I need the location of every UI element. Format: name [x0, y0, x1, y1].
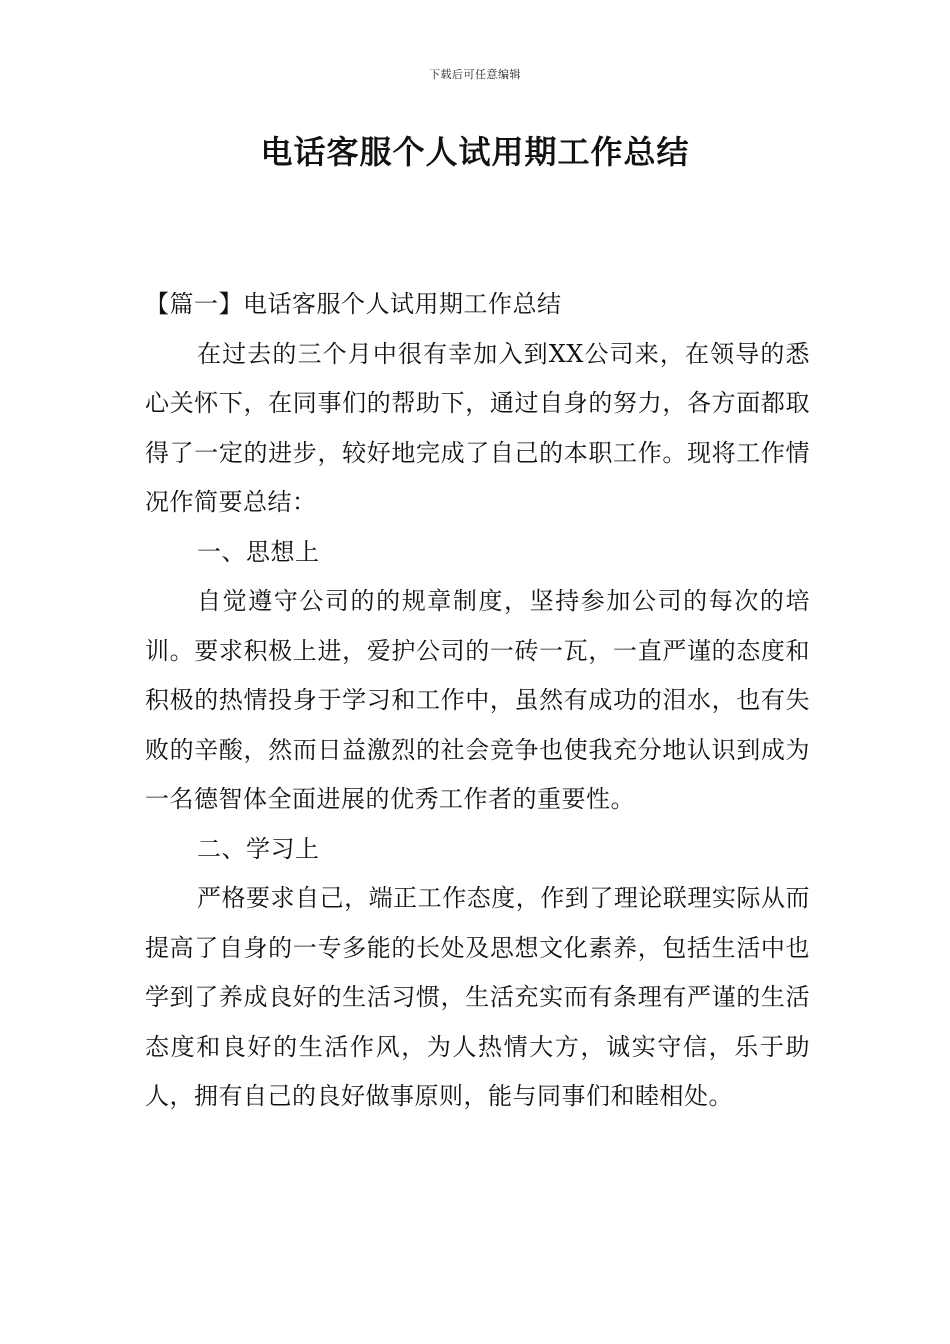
subheading-study: 二、学习上 — [197, 834, 320, 863]
paragraph-study: 严格要求自己，端正工作态度，作到了理论联理实际从而提高了自身的一专多能的长处及思想文化素养，包括生活中也学到了养成良好的生活习惯，生活充实而有条理有严谨的生活态度和良好的生活作风，为人热情大方，诚实守信，乐于助人，拥有自己的良好做事原则，能与同事们和睦相处。 — [145, 884, 810, 1110]
paragraph-thought: 自觉遵守公司的的规章制度，坚持参加公司的每次的培训。要求积极上进，爱护公司的一砖一瓦，一直严谨的态度和积极的热情投身于学习和工作中，虽然有成功的泪水，也有失败的辛酸，然而日益激烈的社会竞争也使我充分地认识到成为一名德智体全面进展的优秀工作者的重要性。 — [145, 587, 810, 813]
header-note: 下载后可任意编辑 — [429, 68, 521, 81]
document-body — [145, 280, 810, 1122]
page-title: 电话客服个人试用期工作总结 — [260, 133, 690, 171]
subheading-thought: 一、思想上 — [197, 537, 320, 566]
section-heading: 【篇一】电话客服个人试用期工作总结 — [145, 290, 562, 318]
paragraph-intro: 在过去的三个月中很有幸加入到XX公司来，在领导的悉心关怀下，在同事们的帮助下，通过自身的努力，各方面都取得了一定的进步，较好地完成了自己的本职工作。现将工作情况作简要总结： — [145, 339, 810, 516]
